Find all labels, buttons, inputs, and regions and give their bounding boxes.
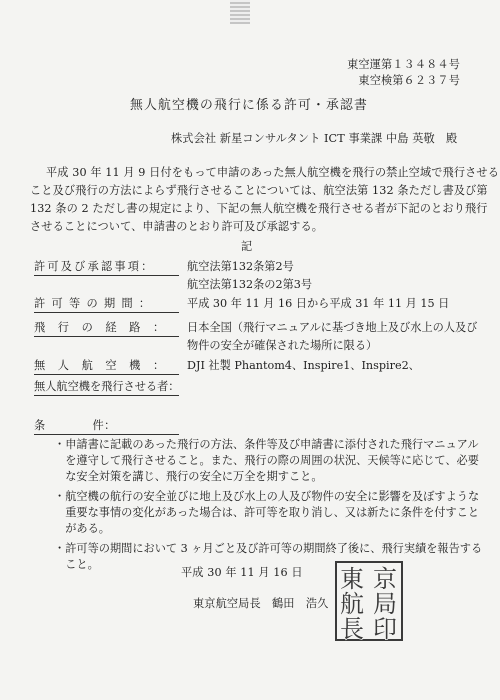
condition-line: がある。	[54, 522, 110, 535]
permission-label: 許可及び承認事項：	[34, 259, 179, 276]
condition-line: 重要な事情の変化があった場合は、許可等を取り消し、又は新たに条件を付すこと	[54, 506, 480, 519]
svg-text:京: 京	[373, 565, 397, 593]
route-value-2: 物件の安全が確保された場所に限る）	[187, 339, 378, 352]
period-value: 平成 30 年 11 月 16 日から平成 31 年 11 月 15 日	[187, 297, 450, 310]
condition-line: を遵守して飛行させること。また、飛行の際の周囲の状況、天候等に応じて、必要	[54, 454, 479, 467]
uav-label: 無人航空機：	[34, 358, 179, 375]
route-value-1: 日本全国（飛行マニュアルに基づき地上及び水上の人及び	[187, 321, 478, 334]
document-number-2: 東空検第６２３７号	[358, 74, 460, 87]
condition-line: な安全対策を講じ、飛行の安全に万全を期すこと。	[54, 470, 323, 483]
issuer-name: 東京航空局長 鶴田 浩久	[193, 597, 329, 610]
permission-value-1: 航空法第132条第2号	[187, 260, 294, 273]
svg-text:航: 航	[340, 590, 364, 618]
body-line: こと及び飛行の方法によらず飛行させることについては、航空法第 132 条ただし書及び第	[30, 184, 488, 197]
uav-value: DJI 社製 Phantom4、Inspire1、Inspire2、	[187, 359, 420, 372]
condition-line: ・申請書に記載のあった飛行の方法、条件等及び申請書に添付された飛行マニュアル	[54, 438, 479, 451]
punch-hole-mark	[230, 0, 250, 24]
svg-text:長: 長	[340, 615, 364, 641]
svg-text:東: 東	[340, 565, 364, 593]
document-number-1: 東空運第１３４８４号	[347, 58, 460, 71]
period-label: 許可等の期間：	[34, 296, 179, 313]
condition-line: ・許可等の期間において 3 ヶ月ごと及び許可等の期間終了後に、飛行実績を報告する	[54, 542, 483, 555]
ki-heading: 記	[241, 240, 253, 253]
svg-text:局: 局	[373, 590, 397, 618]
route-label: 飛行の経路：	[34, 320, 179, 337]
permission-value-2: 航空法第132条の2第3号	[187, 278, 313, 291]
operator-label: 無人航空機を飛行させる者：	[34, 379, 179, 396]
official-seal	[335, 561, 403, 641]
body-line: させることについて、申請書のとおり許可及び承認する。	[30, 220, 324, 233]
condition-line: こと。	[54, 558, 99, 571]
svg-text:印: 印	[373, 615, 397, 641]
addressee: 株式会社 新星コンサルタント ICT 事業課 中島 英敬 殿	[171, 132, 458, 145]
body-line: 平成 30 年 11 月 9 日付をもって申請のあった無人航空機を飛行の禁止空域で飛行させる	[46, 166, 499, 179]
conditions-label: 条 件：	[34, 418, 179, 435]
body-line: 132 条の 2 ただし書の規定により、下記の無人航空機を飛行させる者が下記のとおり飛行	[30, 202, 488, 215]
condition-line: ・航空機の航行の安全並びに地上及び水上の人及び物件の安全に影響を及ぼすような	[54, 490, 480, 503]
document-title: 無人航空機の飛行に係る許可・承認書	[130, 98, 368, 113]
issue-date: 平成 30 年 11 月 16 日	[181, 566, 303, 579]
